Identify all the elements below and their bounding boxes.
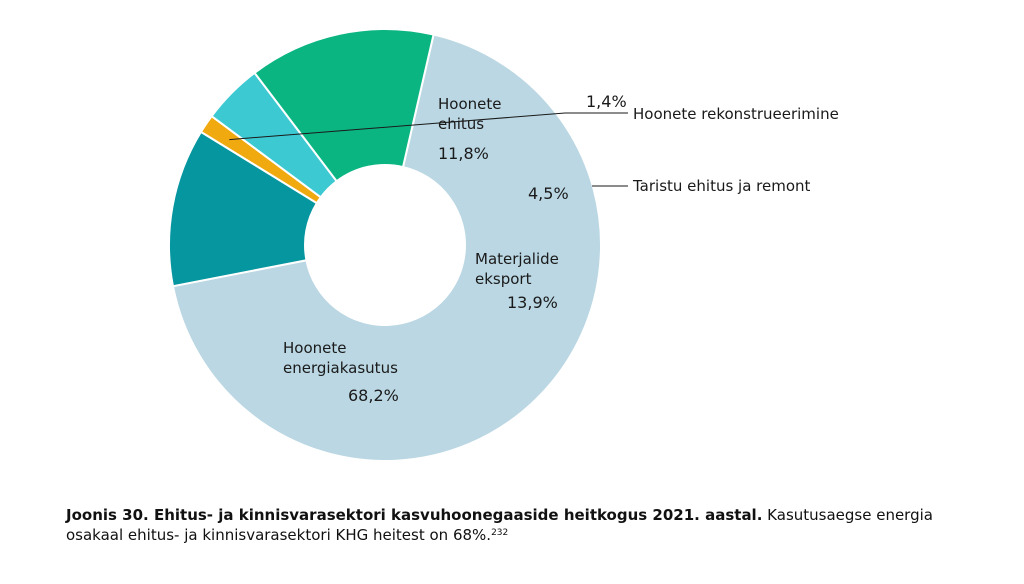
value-hoonete-ehitus: 11,8%	[438, 144, 489, 163]
label-materjalide-eksport-line1: Materjalide	[475, 250, 559, 268]
label-taristu-ehitus-ja-remont: Taristu ehitus ja remont	[633, 177, 811, 195]
value-materjalide-eksport: 13,9%	[507, 293, 558, 312]
label-hoonete-energiakasutus-line2: energiakasutus	[283, 359, 398, 377]
value-hoonete-energiakasutus: 68,2%	[348, 386, 399, 405]
label-hoonete-ehitus-line2: ehitus	[438, 115, 485, 133]
label-hoonete-ehitus-line1: Hoonete	[438, 95, 502, 113]
label-hoonete-rekonstrueerimine: Hoonete rekonstrueerimine	[633, 105, 839, 123]
figure-caption	[66, 505, 966, 545]
caption-text: Kasutusaegse energia osakaal ehitus- ja kinnisvarasektori KHG heitest on 68%.	[66, 506, 933, 544]
caption-title: Joonis 30. Ehitus- ja kinnisvarasektori kasvuhoonegaaside heitkogus 2021. aastal.	[66, 506, 763, 524]
label-hoonete-energiakasutus-line1: Hoonete	[283, 339, 347, 357]
label-materjalide-eksport-line2: eksport	[475, 270, 532, 288]
value-hoonete-rekonstrueerimine: 1,4%	[586, 92, 627, 111]
caption-footnote: 232	[491, 528, 509, 538]
value-taristu-ehitus-ja-remont: 4,5%	[528, 184, 569, 203]
